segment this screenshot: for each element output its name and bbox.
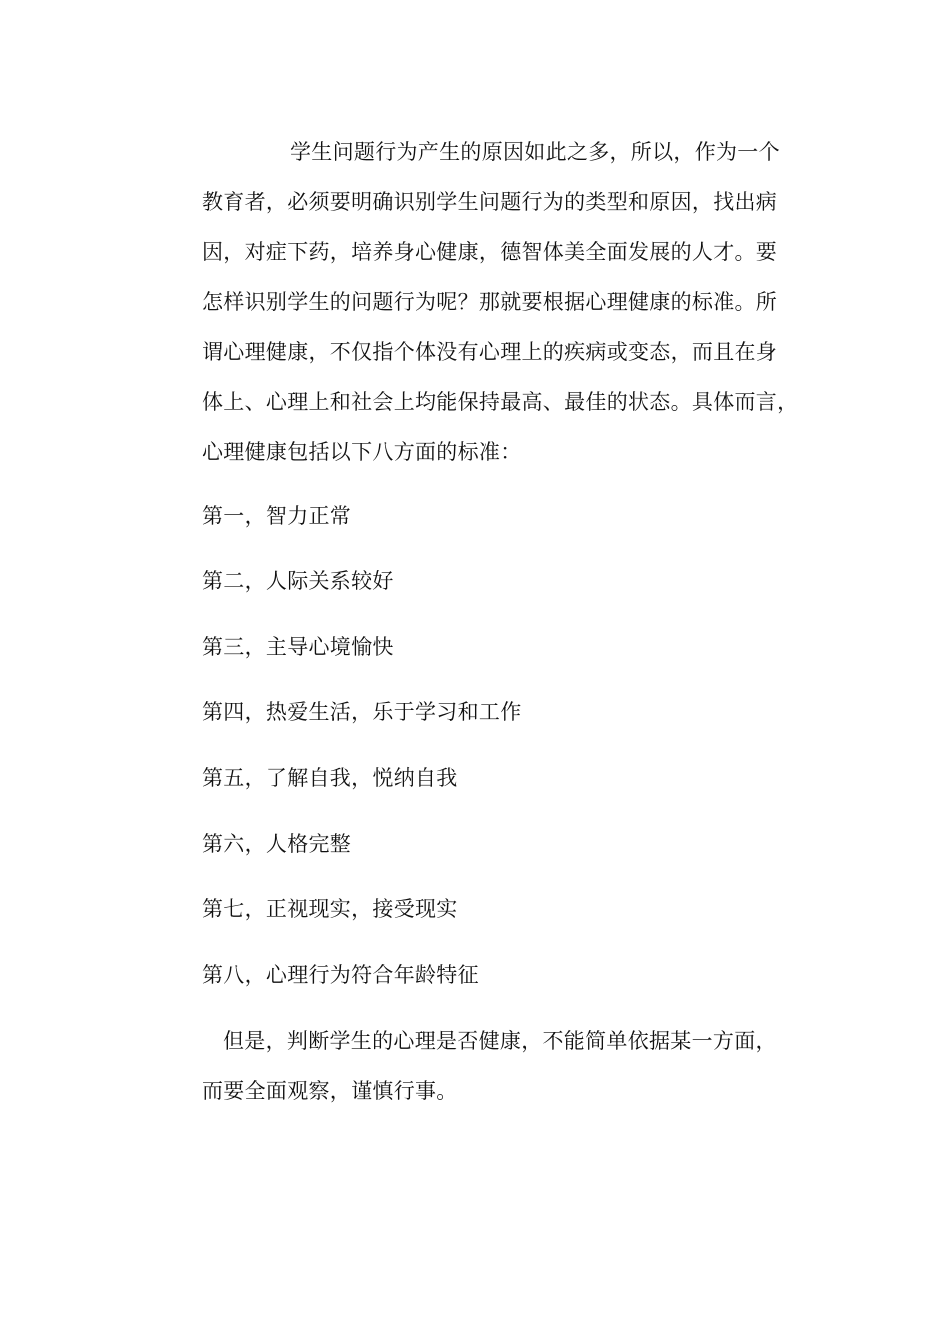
intro-line: 教育者，必须要明确识别学生问题行为的类型和原因，找出病: [202, 190, 778, 214]
standard-item-5: 第五，了解自我，悦纳自我: [202, 766, 458, 790]
closing-paragraph: [202, 1016, 822, 1116]
standard-item-8: 第八，心理行为符合年龄特征: [202, 963, 479, 987]
standard-item-1: 第一，智力正常: [202, 504, 352, 528]
intro-line: 谓心理健康，不仅指个体没有心理上的疾病或变态，而且在身: [202, 340, 778, 364]
intro-line: 心理健康包括以下八方面的标准：: [202, 440, 522, 464]
standard-item-6: 第六，人格完整: [202, 832, 352, 856]
intro-line: 因，对症下药，培养身心健康，德智体美全面发展的人才。要: [202, 240, 778, 264]
intro-paragraph: [202, 127, 822, 477]
standard-item-7: 第七，正视现实，接受现实: [202, 897, 458, 921]
intro-line: 怎样识别学生的问题行为呢？那就要根据心理健康的标准。所: [202, 290, 778, 314]
standard-item-4: 第四，热爱生活，乐于学习和工作: [202, 700, 522, 724]
intro-line: 体上、心理上和社会上均能保持最高、最佳的状态。具体而言，: [202, 390, 799, 414]
closing-line: 而要全面观察，谨慎行事。: [202, 1079, 458, 1103]
standard-item-2: 第二，人际关系较好: [202, 569, 394, 593]
closing-line: 但是，判断学生的心理是否健康，不能简单依据某一方面，: [223, 1029, 777, 1053]
standard-item-3: 第三，主导心境愉快: [202, 635, 394, 659]
intro-line: 学生问题行为产生的原因如此之多，所以，作为一个: [290, 140, 780, 164]
